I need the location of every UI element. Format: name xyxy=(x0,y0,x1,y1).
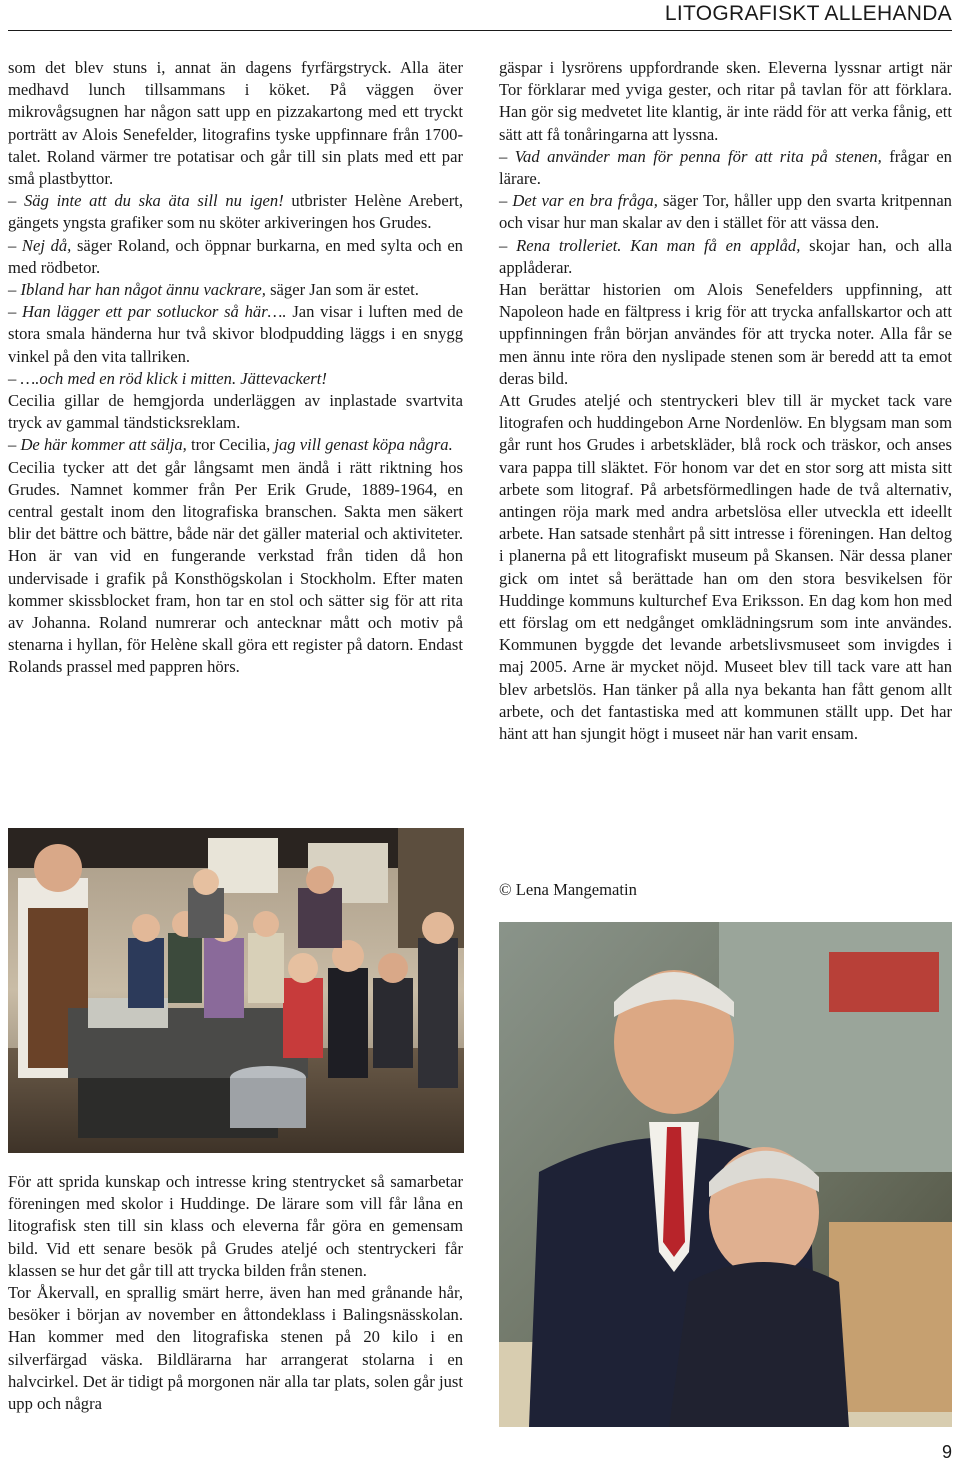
portrait-photo xyxy=(499,922,952,1427)
italic-text-run: – Det var en bra fråga, xyxy=(499,191,658,211)
text-run: skojar han, och alla applåderar. xyxy=(499,235,952,277)
paragraph xyxy=(499,279,952,390)
text-run: frågar en lärare. xyxy=(499,146,952,189)
article-column-left-top xyxy=(8,57,463,679)
paragraph xyxy=(8,235,463,279)
paragraph xyxy=(499,235,952,279)
paragraph xyxy=(8,368,463,390)
italic-text-run: – Ibland har han något ännu vackrare, xyxy=(8,280,266,300)
two-elderly-men-image xyxy=(499,922,952,1427)
paragraph xyxy=(8,1282,463,1415)
article-column-right xyxy=(499,57,952,745)
text-run: Tor Åkervall, en sprallig smärt herre, även han med grånande hår, besöker i början av november en åttondeklass i Balingsnässkolan. Han kommer med den litografiska stenen på 20 kilo i en silverfärgad väska. Bildlärarna har arrangerat stolarna i en halvcirkel. Det är tidigt på morgonen när alla tar plats, solen går just upp och några xyxy=(8,1283,463,1414)
paragraph xyxy=(8,57,463,190)
text-run: Jan visar i luften med de stora smala händerna hur två skivor blodpudding läggs i en snygg vinkel på den vita tallriken. xyxy=(8,302,463,366)
paragraph xyxy=(499,146,952,190)
italic-text-run: jag vill genast köpa några. xyxy=(274,435,453,455)
paragraph xyxy=(8,390,463,434)
page-number: 9 xyxy=(941,1442,952,1462)
text-run: säger Tor, håller upp den svarta kritpennan och visar hur man skalar av den i stället för att vässa den. xyxy=(499,191,952,233)
text-run: gäspar i lysrörens uppfordrande sken. Eleverna lyssnar artigt när Tor förklarar med yviga gester, och ritar på tavlan för att förklara. Han gör sig medvetet lite klantig, är inte rädd för att verka fånig, ett sätt att få tonåringarna att lyssna. xyxy=(499,58,952,144)
italic-text-run: – Vad använder man för penna för att rita på stenen, xyxy=(499,146,882,166)
paragraph xyxy=(499,390,952,745)
photo-credit: © Lena Mangematin xyxy=(499,880,637,899)
article-column-left-bottom xyxy=(8,1171,463,1415)
paragraph xyxy=(8,301,463,368)
children-at-lithography-press-image xyxy=(8,828,464,1153)
text-run: Cecilia tycker att det går långsamt men ändå i rätt riktning hos Grudes. Namnet kommer från Per Erik Grude, 1889-1964, en central gestalt inom den litografiska branschen. Sakta men säkert blir det bättre och bättre, både när det gäller material och aktiviteter. Hon är van vid en fungerande verkstad från tiden då hon undervisade i grafik på Konsthögskolan i Stockholm. Efter maten kommer skissblocket fram, hon tar en stol och sätter sig för att rita av Johanna. Roland numrerar och antecknar mått och motiv på stenarna i hyllan, för Helène skall göra ett register på datorn. Endast Rolands prassel med pappren hörs. xyxy=(8,457,463,677)
text-run: Att Grudes ateljé och stentryckeri blev till är mycket tack vare litografen och huddingebon Arne Nordenlöw. En blygsam man som går runt hos Grudes i arbetskläder, blå rock och träskor, och anses vara pappa till släktet. För honom var det en stor sorg att mista sitt arbete som litograf. På arbetsförmedlingen hade de två alternativ, antingen röja mark med andra arbetslösa eller utveckla ett ideellt arbete. Han satsade stenhårt på sitt intresse i föreningen. Han deltog i planerna på ett litografiskt museum på Skansen. När dessa planer gick om intet så berättade han om den stora besvikelsen för Huddinge kommuns kulturchef Eva Eriksson. En dag kom hon med ett förslag om ett nedgånget omklädningsrum som inte användes. Kommunen byggde det levande arbetslivsmuseet som invigdes i maj 2005. Arne är mycket nöjd. Museet blev till tack vare att han blev arbetslös. Han tänker på alla nya bekanta han fått genom allt arbete, och det fantastiska med att kommunen ställt upp. Det har hänt att han sjungit högt i museet när han varit ensam. xyxy=(499,391,952,744)
publication-title: LITOGRAFISKT ALLEHANDA xyxy=(664,2,952,25)
text-run: säger Jan som är estet. xyxy=(265,280,419,300)
text-run: tror Cecilia, xyxy=(186,435,275,455)
paragraph xyxy=(8,190,463,234)
workshop-photo xyxy=(8,828,464,1153)
text-run: utbrister Helène Arebert, gängets yngsta grafiker som nu sköter arkiveringen hos Grudes. xyxy=(8,191,463,233)
paragraph xyxy=(8,434,463,456)
paragraph xyxy=(8,457,463,679)
italic-text-run: – Nej då, xyxy=(8,235,72,255)
text-run: säger Roland, och öppnar burkarna, en med sylta och en med rödbetor. xyxy=(8,235,463,277)
italic-text-run: – Rena trolleriet. Kan man få en applåd, xyxy=(499,235,801,255)
text-run: Han berättar historien om Alois Senefelders uppfinning, att Napoleon hade en fältpress i krig för att trycka anfallskartor och att uppfinningen från början användes för att trycka noter. Alla får se men ännu inte röra den nyslipade stenen som är beredd att ta emot deras bild. xyxy=(499,280,952,388)
text-run: För att sprida kunskap och intresse kring stentrycket så samarbetar föreningen med skolor i Huddinge. De lärare som vill får låna en litografisk sten till sin klass och eleverna får göra en gemensam bild. Vid ett senare besök på Grudes ateljé och stentryckeri får klassen se hur det går till att trycka bilden från stenen. xyxy=(8,1172,463,1280)
italic-text-run: – Säg inte att du ska äta sill nu igen! xyxy=(8,191,284,211)
paragraph xyxy=(8,279,463,301)
text-run: som det blev stuns i, annat än dagens fyrfärgstryck. Alla äter medhavd lunch tillsammans i köket. På väggen över mikrovågsugnen har någon satt upp en pizzakartong med ett tryckt porträtt av Alois Senefelder, litografins tyske uppfinnare från 1700-talet. Roland värmer tre potatisar och går till sin plats med ett par små plastbyttor. xyxy=(8,58,463,189)
header-rule xyxy=(8,30,952,31)
paragraph xyxy=(499,57,952,146)
paragraph xyxy=(8,1171,463,1282)
italic-text-run: – Han lägger ett par sotluckor så här…. xyxy=(8,302,287,322)
paragraph xyxy=(499,190,952,234)
italic-text-run: – ….och med en röd klick i mitten. Jättevackert! xyxy=(8,368,327,388)
italic-text-run: – De här kommer att sälja, xyxy=(8,435,187,455)
text-run: Cecilia gillar de hemgjorda underläggen av inplastade svartvita tryck av gammal tändsticksreklam. xyxy=(8,391,463,433)
